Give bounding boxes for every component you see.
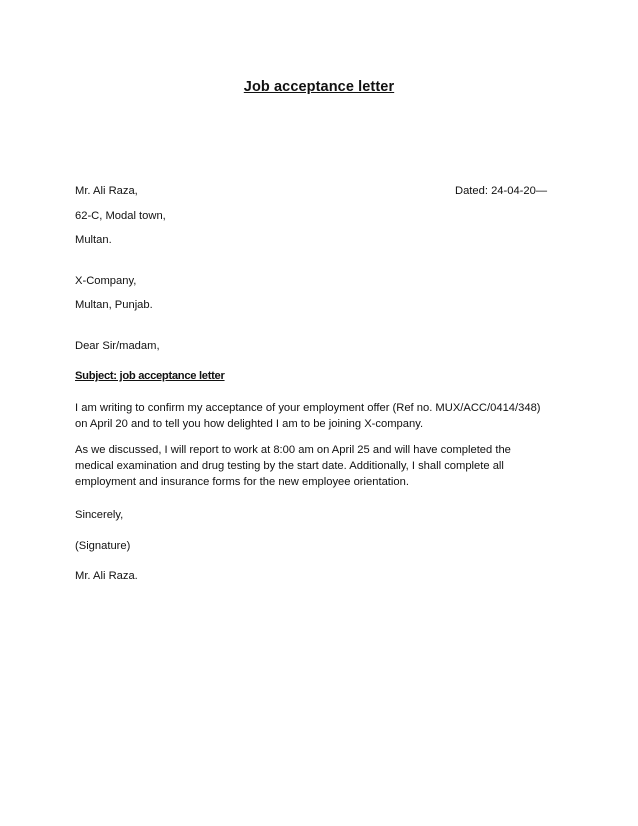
letter-date: Dated: 24-04-20— [455,185,548,197]
paragraph-2-line-1: As we discussed, I will report to work at 8:00 am on April 25 and will have completed the [75,444,511,456]
paragraph-1-line-1: I am writing to confirm my acceptance of your employment offer (Ref no. MUX/ACC/0414/348) [75,402,541,414]
paragraph-1 [75,400,575,432]
sender-name: Mr. Ali Raza, [75,185,138,197]
signature-placeholder: (Signature) [75,540,131,552]
recipient-company: X-Company, [75,275,137,287]
page-title: Job acceptance letter [243,79,395,95]
paragraph-2 [75,442,575,490]
recipient-location: Multan, Punjab. [75,299,153,311]
paragraph-2-line-3: employment and insurance forms for the new employee orientation. [75,476,409,488]
subject-line: Subject: job acceptance letter [75,370,225,382]
salutation: Dear Sir/madam, [75,340,160,352]
signer-name: Mr. Ali Raza. [75,570,138,582]
sender-city: Multan. [75,234,112,246]
paragraph-1-line-2: on April 20 and to tell you how delighted I am to be joining X-company. [75,418,424,430]
closing: Sincerely, [75,509,124,521]
paragraph-2-line-2: medical examination and drug testing by the start date. Additionally, I shall complete all [75,460,504,472]
sender-address: 62-C, Modal town, [75,210,166,222]
